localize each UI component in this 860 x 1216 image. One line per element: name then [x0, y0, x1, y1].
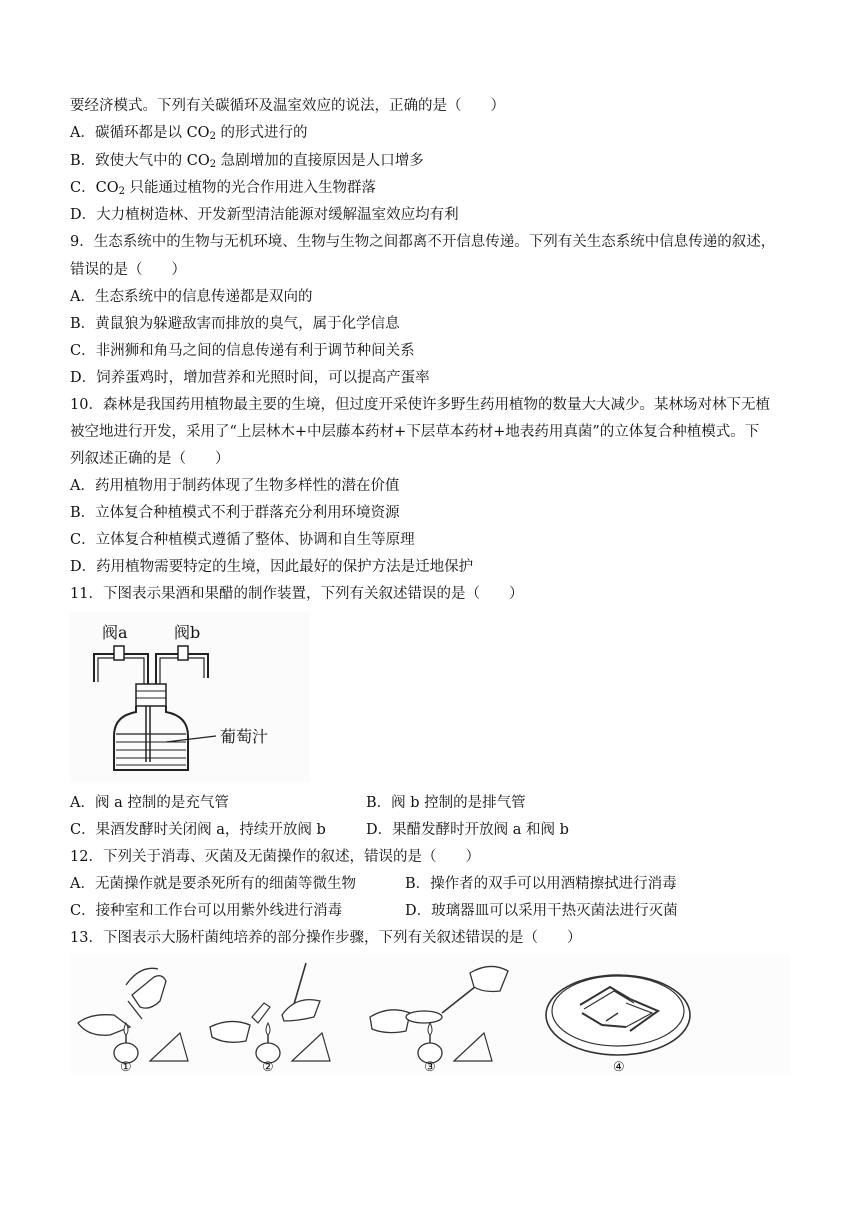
q10-option-b: B．立体复合种植模式不利于群落充分利用环境资源: [70, 505, 400, 521]
q11-option-c: C．果酒发酵时关闭阀 a，持续开放阀 b: [70, 822, 326, 838]
valve-a-label: 阀a: [102, 623, 128, 642]
step-2-label: ②: [262, 1060, 274, 1075]
q10-option-d: D．药用植物需要特定的生境，因此最好的保护方法是迁地保护: [70, 559, 474, 575]
step-3-label: ③: [424, 1060, 436, 1075]
q10-option-c: C．立体复合种植模式遵循了整体、协调和自生等原理: [70, 532, 415, 548]
q9-option-b: B．黄鼠狼为躲避敌害而排放的臭气，属于化学信息: [70, 316, 400, 332]
q10-stem-line3: 列叙述正确的是（ ）: [70, 451, 230, 467]
q9-option-c: C．非洲狮和角马之间的信息传递有利于调节种间关系: [70, 343, 415, 359]
fermentation-apparatus-figure: [70, 612, 310, 782]
valve-b: [178, 646, 188, 660]
q9-option-d: D．饲养蛋鸡时，增加营养和光照时间，可以提高产蛋率: [70, 370, 430, 386]
stopper: [136, 684, 166, 706]
q12-stem: 12．下列关于消毒、灭菌及无菌操作的叙述，错误的是（ ）: [70, 849, 480, 865]
q11-option-a: A．阀 a 控制的是充气管: [70, 795, 229, 811]
q9-option-a: A．生态系统中的信息传递都是双向的: [70, 289, 313, 305]
step-4-label: ④: [613, 1060, 625, 1075]
q8-option-a: A．碳循环都是以 $CO_2$ 的形式进行的: [70, 125, 308, 142]
q12-option-d: D．玻璃器皿可以采用干热灭菌法进行灭菌: [405, 903, 678, 919]
q8-option-c: C．$CO_2$ 只能通过植物的光合作用进入生物群落: [70, 180, 377, 197]
q10-stem-line1: 10．森林是我国药用植物最主要的生境，但过度开采使许多野生药用植物的数量大大减少。某林场对林下无植: [70, 397, 770, 413]
q8-option-b: B．致使大气中的 $CO_2$ 急剧增加的直接原因是人口增多: [70, 153, 424, 170]
q11-option-d: D．果醋发酵时开放阀 a 和阀 b: [366, 822, 569, 838]
grape-juice-label: 葡萄汁: [220, 727, 269, 746]
q11-option-b: B．阀 b 控制的是排气管: [366, 795, 526, 811]
q10-option-a: A．药用植物用于制药体现了生物多样性的潜在价值: [70, 478, 400, 494]
ecoli-culture-steps-figure: [70, 955, 790, 1075]
q9-stem-line1: 9．生态系统中的生物与无机环境、生物与生物之间都离不开信息传递。下列有关生态系统中信息传递的叙述，: [70, 234, 776, 250]
valve-a: [114, 646, 124, 660]
q10-stem-line2: 被空地进行开发，采用了“上层林木+中层藤本药材+下层草本药材+地表药用真菌”的立体复合种植模式。下: [70, 424, 760, 440]
q13-stem: 13．下图表示大肠杆菌纯培养的部分操作步骤，下列有关叙述错误的是（ ）: [70, 930, 582, 946]
valve-b-label: 阀b: [174, 623, 201, 642]
q8-stem-tail: 要经济模式。下列有关碳循环及温室效应的说法，正确的是（ ）: [70, 98, 505, 114]
q12-option-b: B．操作者的双手可以用酒精擦拭进行消毒: [405, 876, 677, 892]
q11-stem: 11．下图表示果酒和果醋的制作装置，下列有关叙述错误的是（ ）: [70, 586, 524, 602]
q8-option-d: D．大力植树造林、开发新型清洁能源对缓解温室效应均有利: [70, 207, 459, 223]
q12-option-c: C．接种室和工作台可以用紫外线进行消毒: [70, 903, 343, 919]
q9-stem-line2: 错误的是（ ）: [70, 262, 186, 278]
step-1-label: ①: [120, 1060, 132, 1075]
q12-option-a: A．无菌操作就是要杀死所有的细菌等微生物: [70, 876, 356, 892]
